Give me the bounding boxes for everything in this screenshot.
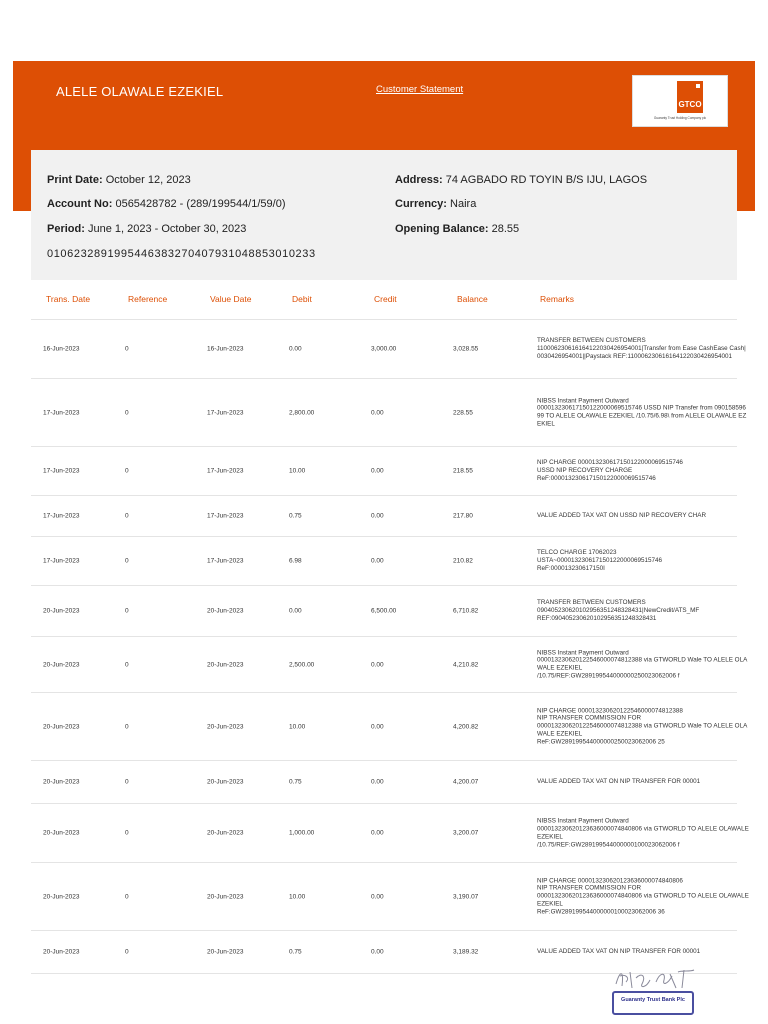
logo-text: GTCO <box>678 100 702 109</box>
col-header-reference: Reference <box>128 294 168 304</box>
cell-debit: 10.00 <box>289 723 306 730</box>
account-holder-name: ALELE OLAWALE EZEKIEL <box>56 84 224 99</box>
cell-debit: 0.75 <box>289 512 302 520</box>
cell-reference: 0 <box>125 607 129 615</box>
table-row <box>31 760 737 803</box>
cell-balance: 3,028.55 <box>453 345 479 353</box>
cell-trans-date: 17-Jun-2023 <box>43 557 80 565</box>
cell-remarks: TRANSFER BETWEEN CUSTOMERS 110006230616164122030426954001|Transfer from Ease CashEase Cash|0030426954001||Paystack REF:110006230616164122030426954001 <box>537 337 746 360</box>
cell-value-date: 20-Jun-2023 <box>207 778 244 786</box>
account-info-panel <box>31 150 737 280</box>
col-header-remarks: Remarks <box>540 294 575 304</box>
cell-trans-date: 20-Jun-2023 <box>43 893 80 900</box>
cell-balance: 3,200.07 <box>453 829 479 837</box>
cell-remarks: VALUE ADDED TAX VAT ON USSD NIP RECOVERY CHAR <box>537 512 707 520</box>
table-row <box>31 378 747 446</box>
cell-reference: 0 <box>125 512 129 520</box>
cell-balance: 228.55 <box>453 409 473 416</box>
cell-remarks: NIP CHARGE 000013230620122546000074812388 NIP TRANSFER COMMISSION FOR 000013230620122546000074812388 via GTWORLD Wale TO ALELE OLAWALE EZEKIEL ReF:GW289199544000000250023062006 25 <box>537 706 748 746</box>
table-row <box>31 692 748 760</box>
cell-credit: 0.00 <box>371 557 384 565</box>
cell-remarks: TELCO CHARGE 17062023 USTA~000013230617150122000069515746 ReF:000013230617150I <box>537 549 663 572</box>
cell-debit: 1,000.00 <box>289 829 315 837</box>
print-date: Print Date: October 12, 2023 <box>47 174 191 186</box>
cell-value-date: 17-Jun-2023 <box>207 409 244 416</box>
cell-reference: 0 <box>125 778 129 786</box>
bank-stamp <box>612 991 694 1015</box>
cell-balance: 3,190.07 <box>453 893 479 900</box>
col-header-trans-date: Trans. Date <box>46 294 91 304</box>
logo-square-icon <box>696 84 700 88</box>
cell-remarks: NIBSS Instant Payment Outward 000013230617150122000069515746 USSD NIP Transfer from 09015859699 TO ALELE OLAWALE EZEKIEL /10.75/6.98\ from ALELE OLAWALE EZEKIEL <box>537 396 747 428</box>
cell-debit: 0.75 <box>289 778 302 786</box>
cell-trans-date: 20-Jun-2023 <box>43 607 80 615</box>
cell-trans-date: 20-Jun-2023 <box>43 948 80 956</box>
table-row <box>31 495 737 536</box>
cell-credit: 0.00 <box>371 409 384 416</box>
cell-debit: 10.00 <box>289 893 306 900</box>
cell-trans-date: 20-Jun-2023 <box>43 778 80 786</box>
cell-balance: 3,189.32 <box>453 948 479 956</box>
cell-balance: 4,200.07 <box>453 778 479 786</box>
cell-reference: 0 <box>125 557 129 565</box>
cell-reference: 0 <box>125 723 129 730</box>
col-header-credit: Credit <box>374 294 397 304</box>
table-row <box>31 862 749 930</box>
address: Address: 74 AGBADO RD TOYIN B/S IJU, LAGOS <box>395 174 648 186</box>
table-row <box>31 446 737 495</box>
table-row <box>31 636 748 692</box>
table-row <box>31 536 737 585</box>
cell-trans-date: 17-Jun-2023 <box>43 467 80 475</box>
logo-subtext: Guaranty Trust Holding Company plc <box>653 116 707 120</box>
cell-debit: 0.75 <box>289 948 302 956</box>
cell-credit: 0.00 <box>371 661 384 668</box>
table-row <box>31 803 749 862</box>
cell-trans-date: 20-Jun-2023 <box>43 661 80 668</box>
col-header-debit: Debit <box>292 294 312 304</box>
cell-reference: 0 <box>125 661 129 668</box>
cell-remarks: NIP CHARGE 000013230620123636000074840806 NIP TRANSFER COMMISSION FOR 000013230620123636000074840806 via GTWORLD TO ALELE OLAWALE EZEKIEL ReF:GW289199544000000100023062006 36 <box>537 876 749 916</box>
cell-remarks: TRANSFER BETWEEN CUSTOMERS 090405230620102956351248328431|NewCredit/ATS_MF REF:090405230620102956351248328431 <box>537 599 700 622</box>
cell-balance: 4,210.82 <box>453 661 479 668</box>
cell-value-date: 20-Jun-2023 <box>207 829 244 837</box>
cell-remarks: VALUE ADDED TAX VAT ON NIP TRANSFER FOR 00001 <box>537 948 701 956</box>
cell-credit: 3,000.00 <box>371 345 397 353</box>
statement-period: Period: June 1, 2023 - October 30, 2023 <box>47 223 247 235</box>
currency: Currency: Naira <box>395 198 477 210</box>
cell-trans-date: 20-Jun-2023 <box>43 829 80 837</box>
cell-value-date: 20-Jun-2023 <box>207 723 244 730</box>
cell-debit: 0.00 <box>289 345 302 353</box>
cell-remarks: VALUE ADDED TAX VAT ON NIP TRANSFER FOR 00001 <box>537 778 701 786</box>
cell-balance: 6,710.82 <box>453 607 479 615</box>
gtco-logo-mark <box>677 81 703 113</box>
cell-trans-date: 17-Jun-2023 <box>43 512 80 520</box>
cell-trans-date: 20-Jun-2023 <box>43 723 80 730</box>
cell-value-date: 16-Jun-2023 <box>207 345 244 353</box>
cell-balance: 218.55 <box>453 467 473 475</box>
customer-statement-link[interactable]: Customer Statement <box>376 84 464 95</box>
table-row <box>31 585 737 636</box>
opening-balance: Opening Balance: 28.55 <box>395 223 520 235</box>
cell-credit: 0.00 <box>371 778 384 786</box>
cell-reference: 0 <box>125 948 129 956</box>
cell-value-date: 20-Jun-2023 <box>207 661 244 668</box>
cell-credit: 0.00 <box>371 948 384 956</box>
col-header-balance: Balance <box>457 294 488 304</box>
transactions-table <box>31 319 749 974</box>
stamp-title: Guaranty Trust Bank Plc <box>621 997 685 1003</box>
cell-remarks: NIP CHARGE 000013230617150122000069515746 USSD NIP RECOVERY CHARGE ReF:000013230617150122000069515746 <box>537 459 683 482</box>
account-number: Account No: 0565428782 - (289/199544/1/59/0) <box>47 198 286 210</box>
cell-debit: 6.98 <box>289 557 302 565</box>
cell-credit: 0.00 <box>371 893 384 900</box>
cell-reference: 0 <box>125 409 129 416</box>
cell-trans-date: 16-Jun-2023 <box>43 345 80 353</box>
cell-credit: 6,500.00 <box>371 607 397 615</box>
cell-value-date: 20-Jun-2023 <box>207 607 244 615</box>
reference-code: 0106232891995446383270407931048853010233 <box>47 248 316 260</box>
signature <box>606 966 700 992</box>
cell-trans-date: 17-Jun-2023 <box>43 409 80 416</box>
cell-reference: 0 <box>125 467 129 475</box>
cell-remarks: NIBSS Instant Payment Outward 000013230620123636000074840806 via GTWORLD TO ALELE OLAWALE EZEKIEL /10.75/REF:GW289199544000000100023062006 f <box>537 817 749 848</box>
table-row <box>31 319 746 378</box>
cell-remarks: NIBSS Instant Payment Outward 000013230620122546000074812388 via GTWORLD Wale TO ALELE OLAWALE EZEKIEL /10.75/REF:GW289199544000000250023062006 f <box>537 648 748 680</box>
cell-value-date: 20-Jun-2023 <box>207 893 244 900</box>
cell-credit: 0.00 <box>371 723 384 730</box>
cell-debit: 2,800.00 <box>289 409 315 416</box>
cell-reference: 0 <box>125 345 129 353</box>
cell-debit: 10.00 <box>289 467 306 475</box>
cell-balance: 210.82 <box>453 557 473 565</box>
cell-credit: 0.00 <box>371 512 384 520</box>
cell-balance: 4,200.82 <box>453 723 479 730</box>
cell-credit: 0.00 <box>371 467 384 475</box>
cell-value-date: 17-Jun-2023 <box>207 467 244 475</box>
cell-debit: 0.00 <box>289 607 302 615</box>
cell-credit: 0.00 <box>371 829 384 837</box>
cell-reference: 0 <box>125 829 129 837</box>
cell-value-date: 17-Jun-2023 <box>207 557 244 565</box>
cell-value-date: 20-Jun-2023 <box>207 948 244 956</box>
cell-debit: 2,500.00 <box>289 661 315 668</box>
col-header-value-date: Value Date <box>210 294 252 304</box>
cell-value-date: 17-Jun-2023 <box>207 512 244 520</box>
cell-reference: 0 <box>125 893 129 900</box>
cell-balance: 217.80 <box>453 512 473 520</box>
